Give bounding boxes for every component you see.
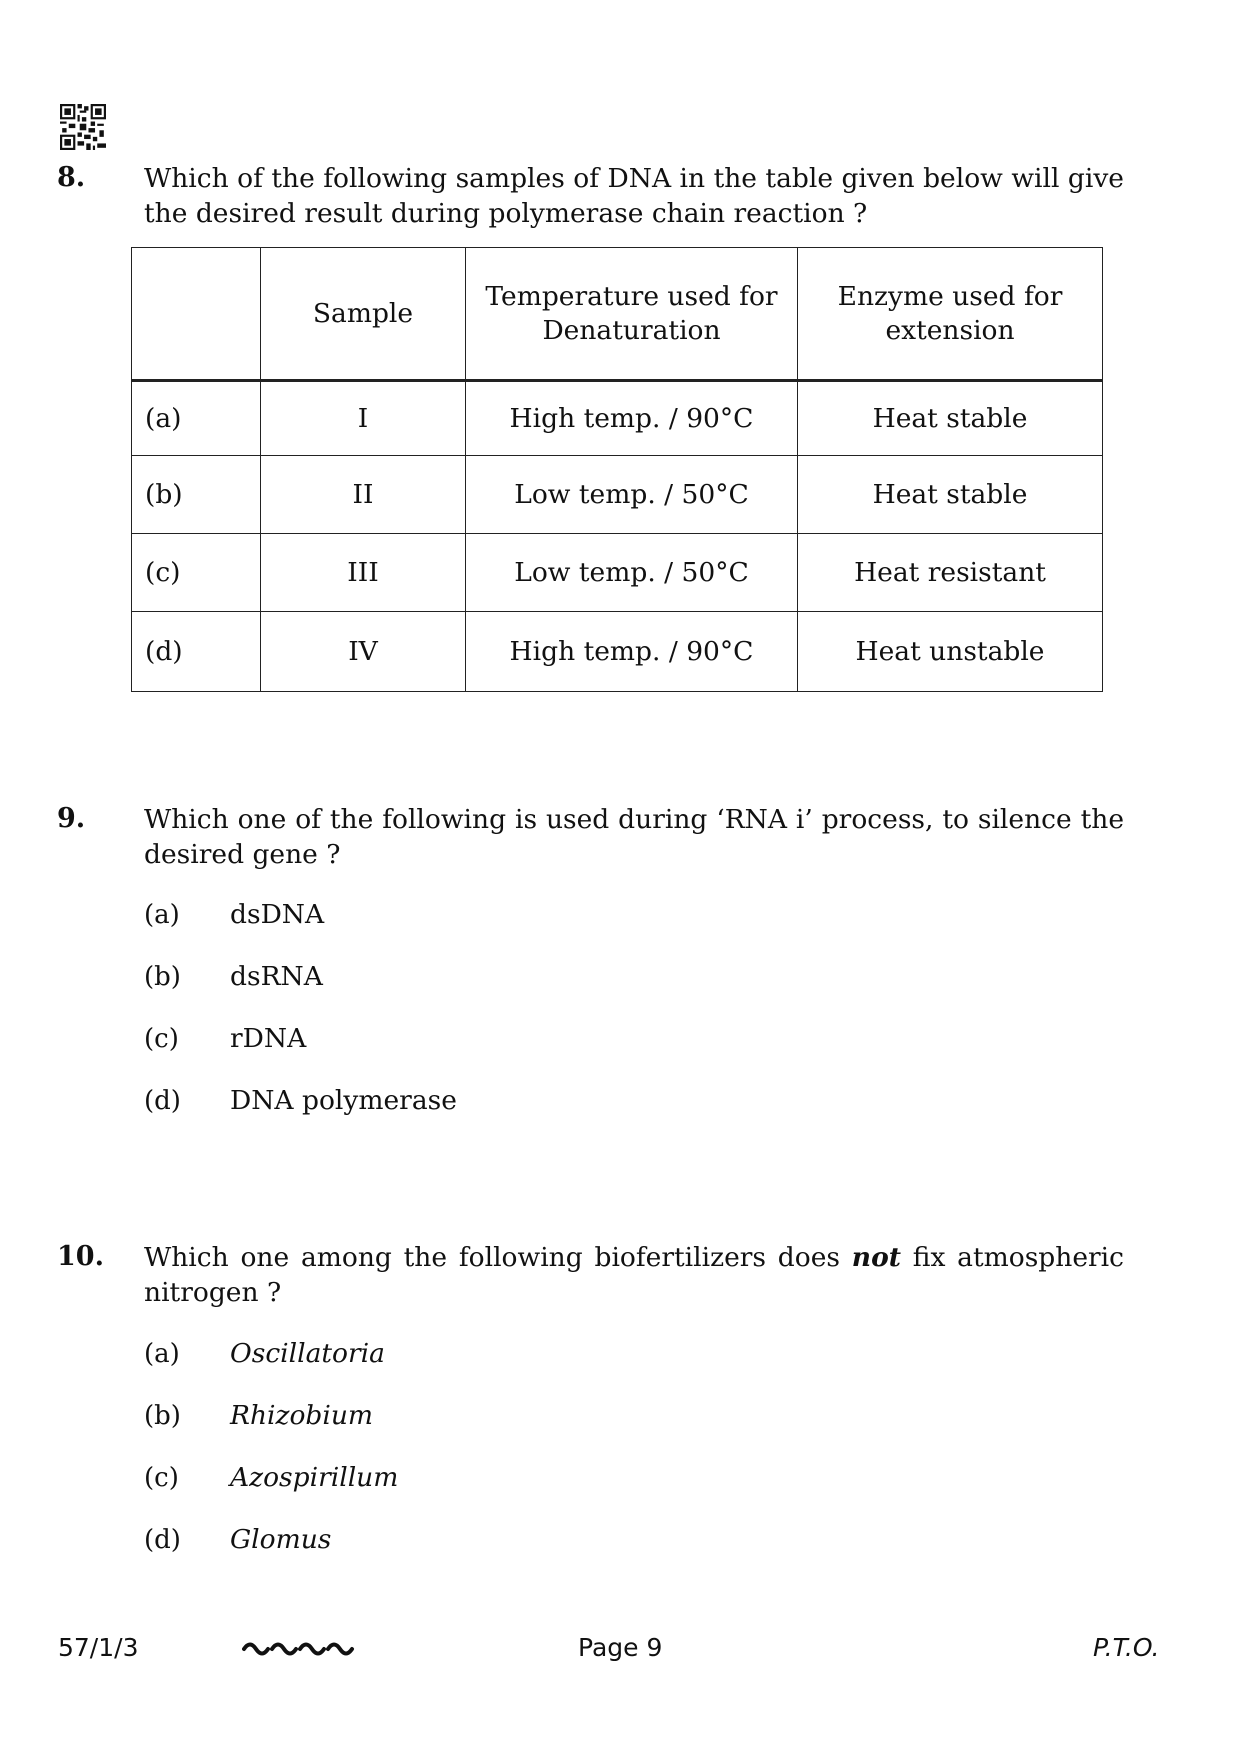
option-text: Azospirillum (230, 1462, 399, 1493)
table-cell: Low temp. / 50°C (466, 456, 798, 534)
paper-code: 57/1/3 (58, 1633, 139, 1662)
table-cell: Heat resistant (798, 534, 1103, 612)
table-cell: (a) (132, 381, 261, 456)
question-number: 9. (57, 803, 86, 834)
table-header-cell (132, 248, 261, 381)
option-label: (c) (144, 1024, 179, 1054)
question-number: 8. (57, 162, 86, 193)
option-label: (b) (144, 962, 181, 992)
pcr-sample-table (131, 247, 1103, 692)
table-row (132, 456, 1103, 534)
table-cell: High temp. / 90°C (466, 612, 798, 692)
question-text-part: Which one among the following biofertilizers does (144, 1242, 852, 1273)
option-label: (d) (144, 1525, 181, 1555)
option-label: (c) (144, 1463, 179, 1493)
option-text: dsDNA (230, 899, 325, 930)
question-number: 10. (57, 1241, 104, 1272)
option-text: Oscillatoria (230, 1338, 385, 1369)
table-header-cell: Temperature used for Denaturation (466, 248, 798, 381)
table-cell: II (261, 456, 466, 534)
table-cell: IV (261, 612, 466, 692)
option-text: Rhizobium (230, 1400, 374, 1431)
question-emphasis: not (851, 1242, 901, 1273)
table-cell: High temp. / 90°C (466, 381, 798, 456)
option-label: (a) (144, 1339, 180, 1369)
table-cell: (d) (132, 612, 261, 692)
table-row (132, 612, 1103, 692)
table-cell: (b) (132, 456, 261, 534)
option-text: dsRNA (230, 961, 323, 992)
table-header-row (132, 248, 1103, 381)
option-text: rDNA (230, 1023, 307, 1054)
option-text: DNA polymerase (230, 1085, 457, 1116)
table-cell: Low temp. / 50°C (466, 534, 798, 612)
option-text: Glomus (230, 1524, 332, 1555)
question-text: Which of the following samples of DNA in the table given below will give the desired result during polymerase chain reaction ? (144, 163, 1124, 229)
table-row (132, 381, 1103, 456)
table-cell: Heat unstable (798, 612, 1103, 692)
table-cell: (c) (132, 534, 261, 612)
pto-label: P.T.O. (1093, 1633, 1160, 1662)
table-header-cell: Enzyme used for extension (798, 248, 1103, 381)
option-label: (a) (144, 900, 180, 930)
table-row (132, 534, 1103, 612)
table-cell: III (261, 534, 466, 612)
option-label: (b) (144, 1401, 181, 1431)
question-text: Which one of the following is used during ‘RNA i’ process, to silence the desired gene ? (144, 804, 1124, 870)
table-header-cell: Sample (261, 248, 466, 381)
table-cell: I (261, 381, 466, 456)
table-cell: Heat stable (798, 381, 1103, 456)
question-text (144, 1240, 1124, 1310)
option-label: (d) (144, 1086, 181, 1116)
squiggle-decoration-icon (242, 1635, 358, 1661)
page-number: Page 9 (578, 1633, 663, 1662)
table-cell: Heat stable (798, 456, 1103, 534)
question-text-part: fix atmospheric nitrogen ? (144, 1242, 1125, 1308)
qr-code-icon (60, 104, 106, 150)
